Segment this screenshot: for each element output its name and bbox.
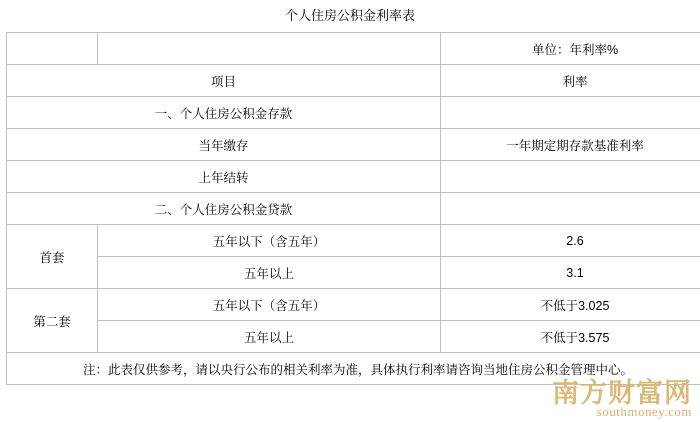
unit-label: 单位：年利率%: [441, 33, 700, 65]
watermark-cn: 南方财富网: [552, 378, 692, 408]
table-row: [7, 97, 700, 129]
row-item: 五年以下（含五年）: [98, 225, 441, 257]
row-category: 第二套: [7, 289, 98, 353]
table-row: [7, 193, 700, 225]
row-rate: 不低于3.575: [441, 321, 700, 353]
table-note: 注：此表仅供参考，请以央行公布的相关利率为准，具体执行利率请咨询当地住房公积金管理中心。: [7, 353, 700, 385]
header-item: 项目: [7, 65, 441, 97]
rate-table: [6, 32, 700, 385]
header-rate: 利率: [441, 65, 700, 97]
row-rate: 2.6: [441, 225, 700, 257]
table-row-header: [7, 65, 700, 97]
page-title: 个人住房公积金利率表: [284, 8, 415, 23]
table-row: [7, 161, 700, 193]
row-rate: 不低于3.025: [441, 289, 700, 321]
unit-empty-cell-b: [98, 33, 441, 65]
row-category: 首套: [7, 225, 98, 289]
row-item: 五年以上: [98, 257, 441, 289]
row-item: 一、个人住房公积金存款: [7, 97, 441, 129]
row-rate: [441, 193, 700, 225]
row-item: 上年结转: [7, 161, 441, 193]
row-rate: 3.1: [441, 257, 700, 289]
table-row: [7, 225, 700, 257]
row-item: 二、个人住房公积金贷款: [7, 193, 441, 225]
row-item: 当年缴存: [7, 129, 441, 161]
row-item: 五年以下（含五年）: [98, 289, 441, 321]
row-rate: 一年期定期存款基准利率: [441, 129, 700, 161]
table-row-note: [7, 353, 700, 385]
row-rate: [441, 97, 700, 129]
table-row: [7, 289, 700, 321]
table-row-unit: [7, 33, 700, 65]
table-row: [7, 129, 700, 161]
unit-empty-cell-a: [7, 33, 98, 65]
watermark-en: southmoney.com: [596, 404, 692, 419]
table-row: [7, 321, 700, 353]
row-item: 五年以上: [98, 321, 441, 353]
watermark: [552, 380, 692, 418]
table-row: [7, 257, 700, 289]
row-rate: [441, 161, 700, 193]
